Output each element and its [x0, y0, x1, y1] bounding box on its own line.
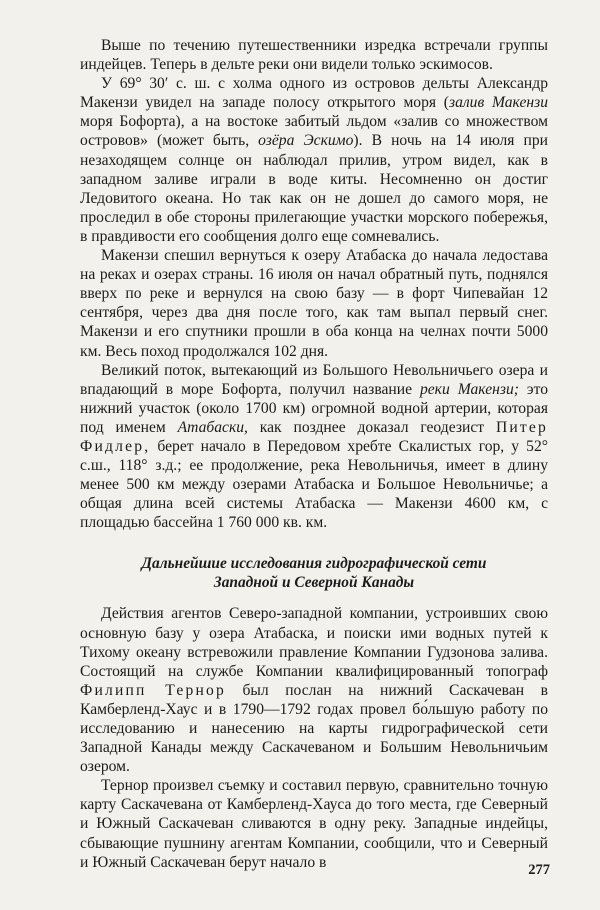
river-term-athabasca: Атабаски,	[177, 418, 248, 436]
river-text-g: берет начало в Передовом хребте Скалистых гор, у 52° с.ш., 118° з.д.; ее продолжение, река Невольничья, имеет в длину менее 500 км между озерами Атабаска и Большое Невольничье; а общая длина всей системы Атабаска — Макензи 4600 км, с площадью бассейна 1 760 000 кв. км.	[80, 437, 548, 532]
delta-term-eskimo-lakes: озёра Эскимо	[258, 132, 354, 150]
delta-term-mackenzie-bay: залив Макензи	[449, 94, 548, 112]
section-heading-line-2: Западной и Северной Канады	[213, 574, 415, 592]
river-term-mackenzie: реки Макензи;	[419, 380, 519, 398]
section-gap	[80, 532, 548, 554]
paragraph-mackenzie-river	[80, 361, 548, 533]
paragraph-indians: Выше по течению путешественники изредка встречали группы индейцев. Теперь в дельте реки они видели только эскимосов.	[80, 37, 548, 74]
river-text-a: Великий поток, вытекающий из Большого Невольничьего озера и впадающий в море Бофорта, получил название	[80, 361, 548, 398]
paragraph-mackenzie-delta	[80, 74, 548, 246]
page-number: 277	[528, 862, 550, 878]
delta-text-e: ). В ночь на 14 июля при незаходящем солнце он наблюдал прилив, утром видел, как в западном заливе играли в воде киты. Несомненно он достиг Ледовитого океана. Но так как он не дошел до самого моря, не проследил в обе стороны прилегающие участки морского побережья, в правдивости его сообщения долго еще сомневались.	[80, 132, 549, 245]
person-philip-turnor: Филипп Тернор	[80, 681, 226, 699]
hbc-text-c: был послан на нижний Саскачеван в Камберленд-Хаус и в 1790—1792 годах провел бо́льшую работу по исследованию и нанесению на карты гидрографической сети Западной Канады между Саскачеваном и Большим Невольничьим озером.	[80, 681, 548, 776]
person-peter-fidler: Питер Фидлер,	[80, 418, 548, 455]
paragraph-return-journey: Макензи спешил вернуться к озеру Атабаска до начала ледостава на реках и озерах страны. 16 июля он начал обратный путь, поднялся вверх по реке и вернулся на свою базу — в форт Чипевайан 12 сентября, через два дня после того, как там выпал первый снег. Макензи и его спутники прошли в оба конца на челнах почти 5000 км. Весь поход продолжался 102 дня.	[80, 247, 548, 360]
river-text-e: как позднее доказал геодезист	[247, 418, 496, 436]
river-text-c: это нижний участок (около 1700 км) огромной водной артерии, которая под именем	[80, 380, 548, 436]
paragraph-turnor-survey: Тернор произвел съемку и составил первую, сравнительно точную карту Саскачевана от Камберленд-Хауса до того места, где Северный и Южный Саскачеван сливаются в одну реку. Западные индейцы, сбывающие пушнину агентам Компании, сообщили, что и Северный и Южный Саскачеван берут начало в	[80, 777, 548, 871]
delta-text-a: У 69° 30′ с. ш. с холма одного из островов дельты Александр Макензи увидел на западе полосу открытого моря (	[80, 75, 548, 112]
section-heading	[80, 554, 548, 592]
delta-text-c: моря Бофорта), а на востоке забитый льдом «залив со множеством островов» (может быть,	[80, 113, 548, 150]
hbc-text-a: Действия агентов Северо-западной компании, устроивших свою основную базу у озера Атабаска, и поиски ими водных путей к Тихому океану встревожили правление Компании Гудзонова залива. Состоящий на службе Компании квалифицированный топограф	[80, 605, 548, 680]
paragraph-hudson-bay-company	[80, 604, 548, 776]
section-heading-line-1: Дальнейшие исследования гидрографической сети	[141, 555, 487, 573]
